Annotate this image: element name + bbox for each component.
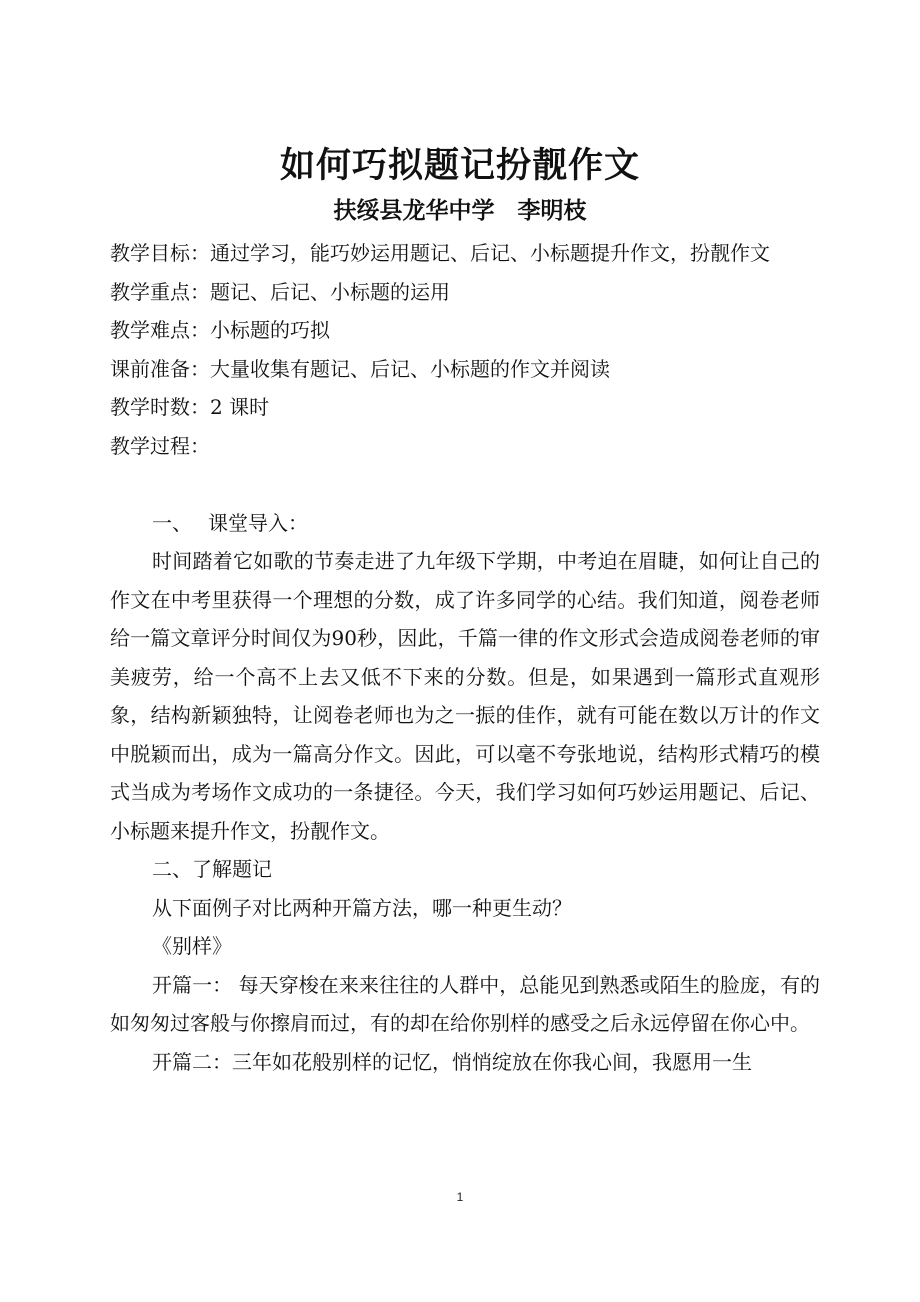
meta-text: 2 课时	[210, 395, 270, 419]
class-hours	[110, 388, 820, 427]
meta-label: 教学时数：	[110, 395, 210, 419]
meta-text: 题记、后记、小标题的运用	[210, 279, 450, 304]
page-number: 1	[456, 1190, 464, 1204]
teaching-goal	[110, 234, 820, 273]
meta-label: 教学目标：	[110, 241, 210, 265]
teaching-focus	[110, 273, 820, 312]
blank-line	[110, 465, 820, 504]
example-title: 《别样》	[152, 934, 232, 958]
opening-two: 开篇二：三年如花般别样的记忆，悄悄绽放在你我心间，我愿用一生	[152, 1049, 752, 1074]
meta-label: 教学重点：	[110, 279, 210, 304]
opening-one: 开篇一： 每天穿梭在来来往往的人群中，总能见到熟悉或陌生的脸庞，有的如匆匆过客般与你擦肩而过，有的却在给你别样的感受之后永远停留在你心中。	[110, 972, 820, 1035]
meta-label: 教学过程：	[110, 433, 210, 458]
comparison-question: 从下面例子对比两种开篇方法，哪一种更生动？	[152, 895, 572, 920]
teaching-process	[110, 427, 820, 466]
meta-label: 课前准备：	[110, 356, 210, 381]
intro-paragraph: 时间踏着它如歌的节奏走进了九年级下学期，中考迫在眉睫，如何让自己的作文在中考里获得一个理想的分数，成了许多同学的心结。我们知道，阅卷老师给一篇文章评分时间仅为90秒，因此，千篇一律的作文形式会造成阅卷老师的审美疲劳，给一个高不上去又低不下来的分数。但是，如果遇到一篇形式直观形象，结构新颖独特，让阅卷老师也为之一振的佳作，就有可能在数以万计的作文中脱颖而出，成为一篇高分作文。因此，可以毫不夸张地说，结构形式精巧的模式当成为考场作文成功的一条捷径。今天，我们学习如何巧妙运用题记、后记、小标题来提升作文，扮靓作文。	[110, 549, 820, 843]
meta-label: 教学难点：	[110, 318, 210, 342]
meta-text: 小标题的巧拟	[210, 318, 330, 342]
section-heading-intro	[110, 504, 820, 543]
document-title: 如何巧拟题记扮靓作文	[279, 145, 640, 186]
section-title: 课堂导入：	[208, 510, 308, 535]
preparation	[110, 350, 820, 389]
section-heading-tiji: 二、了解题记	[152, 857, 272, 881]
document-body	[110, 234, 820, 1081]
meta-text: 通过学习，能巧妙运用题记、后记、小标题提升作文，扮靓作文	[210, 241, 770, 265]
section-number: 一、	[152, 510, 192, 535]
author-line: 扶绥县龙华中学 李明枝	[333, 197, 587, 224]
teaching-difficulty	[110, 311, 820, 350]
meta-text: 大量收集有题记、后记、小标题的作文并阅读	[210, 356, 610, 381]
